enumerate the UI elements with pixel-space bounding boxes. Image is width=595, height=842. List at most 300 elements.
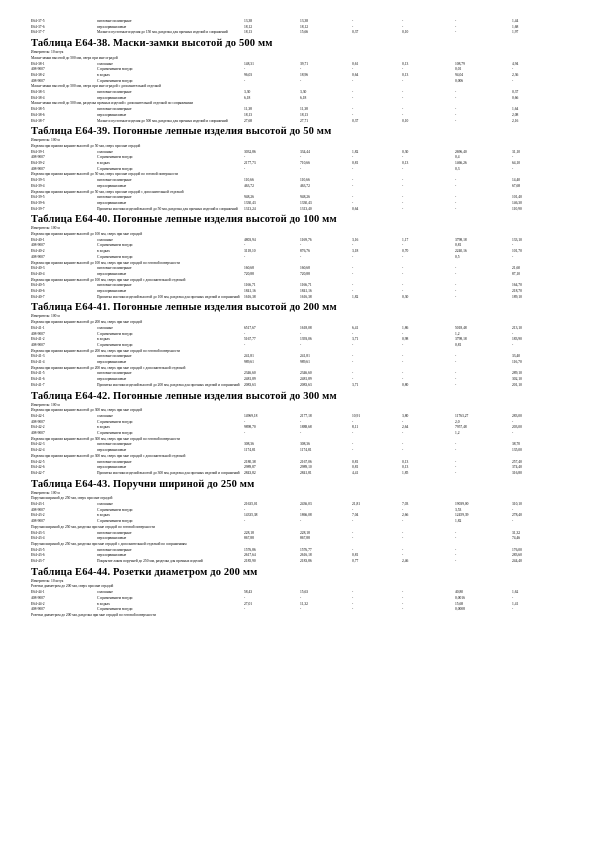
row-value-4: 0,70 [402, 249, 409, 254]
row-value-1: 867,88 [244, 536, 254, 541]
row-value-3: - [352, 519, 354, 524]
row-value-2: 2436,03 [300, 502, 312, 506]
row-value-1: 2083,63 [244, 382, 256, 387]
row-value-3: 0,61 [352, 61, 359, 66]
row-value-6: 110,90 [512, 206, 522, 211]
row-value-2: 1841,16 [300, 289, 312, 293]
row-value-1: - [244, 507, 246, 512]
row-value-1: 1841,16 [244, 289, 256, 293]
row-value-4: - [402, 419, 404, 424]
row-value-6: 0,66 [512, 95, 519, 100]
row-value-5: 2696,40 [455, 149, 467, 154]
row-value-6: 4,94 [512, 61, 519, 66]
row-value-5: - [455, 360, 457, 364]
row-value-5: - [455, 465, 457, 470]
row-value-2: 1393,06 [300, 337, 312, 342]
row-value-4: 0,80 [402, 382, 409, 387]
row-value-3: - [352, 271, 354, 276]
row-value-2: 3,30 [300, 90, 307, 94]
row-value-5: - [455, 195, 457, 200]
table-subheading: Изделия при прямом карнизе высотой до 300 мм, сверх при мне оградой [31, 408, 143, 413]
row-code: Е64-37-6 [31, 24, 45, 29]
row-value-6: - [512, 342, 514, 347]
row-name: Пропитка мастики изделий высотой до 50 мм, разделка для прочных изделий и сопряжений [97, 206, 238, 211]
row-value-5: - [455, 24, 457, 29]
table-title: Таблица Е64-41. Погонные лепные изделия высотой до 200 мм [31, 302, 337, 314]
row-value-1: 2843,82 [244, 470, 256, 475]
row-value-5: - [455, 90, 457, 94]
row-value-2: 463,72 [300, 183, 310, 188]
row-value-4: 0,13 [402, 465, 409, 470]
row-value-1: 21635,01 [244, 502, 258, 506]
row-value-6: 244,40 [512, 559, 522, 563]
row-code: Е64-41-2 [31, 337, 45, 342]
row-value-3: - [352, 90, 354, 94]
row-code: Е64-42-4 [31, 448, 45, 453]
table-subheading: Изделия при прямом карнизе высотой до 50 мм, сверх при мне оградой [31, 143, 141, 148]
row-value-1: 2481,89 [244, 377, 256, 382]
row-value-2: 1166,71 [300, 283, 312, 288]
row-value-1: - [244, 243, 246, 248]
row-name: пихтовые полимерные [97, 283, 132, 288]
row-value-3: - [352, 371, 354, 376]
row-value-5: - [455, 382, 457, 387]
row-value-5: - [455, 200, 457, 205]
row-value-3: 10,91 [352, 413, 361, 418]
row-value-2: 2183,86 [300, 559, 312, 563]
row-value-6: 64,10 [512, 161, 521, 165]
row-value-4: - [402, 331, 404, 336]
row-value-6: 183,90 [512, 337, 522, 342]
row-value-5: 7957,48 [455, 425, 467, 430]
row-value-5: - [455, 118, 457, 123]
row-name: перхлорвиниловые [97, 95, 127, 100]
row-value-6: - [512, 166, 514, 171]
row-value-1: 5167,77 [244, 337, 256, 342]
row-value-4: - [402, 178, 404, 183]
row-value-6: 1,68 [512, 24, 519, 29]
table-subheading: Изделия при прямом карнизе высотой до 200 мм, сверх при мне оградой с дополнительной отделкой [31, 365, 186, 370]
row-value-4: - [402, 519, 404, 524]
row-value-3: 0,64 [352, 72, 359, 77]
row-value-3: 1,82 [352, 149, 359, 154]
row-value-3: - [352, 536, 354, 541]
row-code: Е64-39-7 [31, 206, 45, 211]
row-name: С применением вспуди [97, 342, 133, 347]
row-code: Е64-41-5 [31, 371, 45, 376]
row-value-1: 1174,81 [244, 448, 256, 453]
row-value-2: 2177,18 [300, 413, 312, 418]
row-code: Е64-43-1 [31, 502, 45, 506]
row-value-2: - [300, 166, 302, 171]
table-subheading: Изделия при прямом карнизе высотой до 100 мм, сверх при мне оградой с дополнительной отделкой [31, 277, 186, 282]
row-value-1: 18,13 [244, 112, 253, 117]
row-value-5: - [455, 271, 457, 276]
row-code: Е64-41-1 [31, 325, 45, 330]
row-code: Е64-40-5 [31, 283, 45, 288]
row-value-1: 110,66 [244, 178, 254, 183]
row-value-4: 0,30 [402, 149, 409, 154]
row-value-4: - [402, 19, 404, 23]
row-value-3: 3,71 [352, 337, 359, 342]
row-value-2: 720,88 [300, 271, 310, 276]
row-value-1: 2180,38 [244, 459, 256, 464]
row-name: в ходках [97, 72, 110, 77]
row-value-2: 2481,89 [300, 377, 312, 382]
row-value-2: 1888,68 [300, 425, 312, 430]
row-value-1: 948,26 [244, 195, 254, 200]
row-value-1: 11,38 [244, 107, 252, 112]
table-title: Таблица Е64-40. Погонные лепные изделия высотой до 100 мм [31, 214, 337, 226]
row-value-5: 3798,18 [455, 237, 467, 242]
row-value-6: 21,60 [512, 266, 521, 271]
row-value-1: 720,88 [244, 271, 254, 276]
row-code: Е64-42-1 [31, 413, 45, 418]
row-name: С применением вспуди [97, 254, 133, 259]
row-code: 408-9007 [31, 595, 45, 600]
row-value-2: - [300, 155, 302, 160]
row-name: в ходках [97, 337, 110, 342]
row-value-3: 1,82 [352, 294, 359, 299]
row-value-6: 257,40 [512, 459, 522, 464]
row-value-2: 110,66 [300, 178, 310, 183]
row-value-1: 1616,38 [244, 294, 256, 299]
row-name: перхлорвиниловые [97, 24, 127, 29]
row-value-4: - [402, 155, 404, 160]
table-unit: Измеритель: 100 м [31, 314, 60, 319]
row-value-5: - [455, 19, 457, 23]
row-value-1: - [244, 431, 246, 435]
row-code: Е64-42-2 [31, 425, 45, 430]
row-name: пихтовые полимерные [97, 178, 132, 183]
row-value-3: - [352, 601, 354, 606]
row-code: Е64-41-7 [31, 382, 45, 387]
row-code: 408-9007 [31, 519, 45, 524]
row-value-4: 7,03 [402, 502, 409, 506]
row-value-2: - [300, 342, 302, 347]
row-code: 408-9007 [31, 607, 45, 612]
row-value-5: 1466,26 [455, 161, 467, 165]
row-value-5: 1,2 [455, 331, 460, 336]
row-value-1: - [244, 607, 246, 612]
row-name: Пропитка мастики изделий высотой до 300 мм, разделка для прочных изделий и сопряжений [97, 470, 240, 475]
row-value-6: 38,70 [512, 442, 521, 447]
row-value-6: 302,10 [512, 377, 522, 382]
row-value-1: 14335,38 [244, 513, 258, 518]
table-subheading: Поручни шириной до 250 мм, сверх при мне оградой [31, 496, 113, 501]
row-code: Е64-40-3 [31, 266, 45, 271]
row-value-4: - [402, 360, 404, 364]
row-code: Е64-38-5 [31, 107, 45, 112]
row-value-3: - [352, 530, 354, 535]
row-value-2: - [300, 607, 302, 612]
row-value-6: 2,16 [512, 118, 519, 123]
row-value-2: - [300, 78, 302, 83]
row-value-2: 1169,76 [300, 237, 312, 242]
row-value-1: 18,13 [244, 30, 253, 35]
row-value-4: - [402, 206, 404, 211]
row-value-6: 176,00 [512, 547, 522, 552]
table-subheading: Маски-замки высотой до 500 мм, сверх при мне оградой [31, 55, 118, 60]
row-value-1: 1576,86 [244, 547, 256, 552]
row-code: Е64-40-4 [31, 271, 45, 276]
row-value-1: - [244, 419, 246, 424]
row-code: Е64-43-7 [31, 559, 45, 563]
row-code: Е64-38-7 [31, 118, 45, 123]
row-value-5: 108,79 [455, 61, 465, 66]
row-value-5: - [455, 536, 457, 541]
row-value-2: 308,36 [300, 442, 310, 447]
row-value-3: - [352, 547, 354, 552]
row-value-1: 9898,70 [244, 425, 256, 430]
row-value-4: - [402, 590, 404, 595]
row-name: пихтовые полимерные [97, 195, 132, 200]
row-value-2: 160,68 [300, 266, 310, 271]
row-value-5: 0,0008 [455, 607, 465, 612]
row-value-5: - [455, 178, 457, 183]
row-value-3: - [352, 254, 354, 259]
row-name: С применением вспуди [97, 607, 133, 612]
row-value-2: - [300, 519, 302, 524]
table-subheading: Изделия при прямом карнизе высотой до 50 мм, сверх при мне оградой с дополнительной отделкой [31, 189, 184, 194]
table-title: Таблица Е64-43. Поручни шириной до 250 мм [31, 478, 255, 490]
row-code: 408-9007 [31, 67, 45, 72]
row-name: перхлорвиниловые [97, 183, 127, 188]
row-value-6: - [512, 595, 514, 600]
row-value-4: 0,98 [402, 337, 409, 342]
row-value-2: 867,88 [300, 536, 310, 541]
row-value-5: - [455, 95, 457, 100]
row-value-4: - [402, 601, 404, 606]
row-code: 408-9007 [31, 507, 45, 512]
table-subheading: Изделия при прямом карнизе высотой до 50 мм, сверх при мне оградой по готовой поверхности [31, 172, 179, 177]
row-value-6: 218,70 [512, 289, 522, 293]
row-value-4: - [402, 283, 404, 288]
row-value-5: - [455, 30, 457, 35]
row-value-3: - [352, 360, 354, 364]
row-value-2: 1313,40 [300, 206, 312, 211]
row-value-4: - [402, 195, 404, 200]
row-name: в ходках [97, 601, 110, 606]
row-name: пихтовые полимерные [97, 530, 132, 535]
row-value-5: 11763,27 [455, 413, 469, 418]
table-subheading: Изделия при прямом карнизе высотой до 200 мм, сверх при мне оградой [31, 320, 143, 325]
row-value-3: - [352, 200, 354, 205]
row-value-4: - [402, 431, 404, 435]
row-value-2: - [300, 595, 302, 600]
row-value-3: 0,37 [352, 30, 359, 35]
row-value-2: - [300, 67, 302, 72]
row-value-1: - [244, 254, 246, 259]
table-subheading: Изделия при прямом карнизе высотой до 300 мм, сверх при мне оградой по готовой поверхности [31, 436, 180, 441]
row-value-1: 2185,90 [244, 559, 256, 563]
row-value-5: 40,80 [455, 590, 464, 595]
row-value-1: 228,18 [244, 530, 254, 535]
row-value-1: - [244, 331, 246, 336]
row-value-6: 1,44 [512, 19, 519, 23]
row-value-2: 6,18 [300, 95, 307, 100]
row-value-2: 2616,18 [300, 553, 312, 558]
row-value-3: - [352, 67, 354, 72]
table-unit: Измеритель: 10 штук [31, 50, 64, 55]
row-value-1: 2177,73 [244, 161, 256, 165]
row-value-4: 1,86 [402, 325, 409, 330]
row-value-1: 3118,10 [244, 249, 256, 254]
row-value-4: - [402, 67, 404, 72]
row-value-5: - [455, 371, 457, 376]
row-value-4: - [402, 547, 404, 552]
row-value-4: 0,13 [402, 72, 409, 77]
row-value-3: 0,81 [352, 465, 359, 470]
row-value-3: 0,64 [352, 206, 359, 211]
row-value-6: 316,80 [512, 470, 522, 475]
row-value-2: 13,38 [300, 19, 309, 23]
row-value-3: - [352, 289, 354, 293]
row-name: С применением вспуди [97, 243, 133, 248]
row-value-5: - [455, 547, 457, 552]
row-value-5: 0,3 [455, 166, 460, 171]
row-code: Е64-38-6 [31, 112, 45, 117]
row-value-4: 0,13 [402, 61, 409, 66]
row-name: пихтовые полимерные [97, 459, 132, 464]
row-value-1: - [244, 67, 246, 72]
table-subheading: Изделия при прямом карнизе высотой до 100 мм, сверх при мне оградой [31, 232, 143, 236]
row-value-1: 6,18 [244, 95, 251, 100]
row-value-2: 2989,10 [300, 465, 312, 470]
row-value-4: - [402, 24, 404, 29]
row-name: С применением вспуди [97, 155, 133, 160]
row-value-2: 710,66 [300, 161, 310, 165]
row-code: Е64-38-1 [31, 61, 45, 66]
row-value-4: - [402, 442, 404, 447]
table-subheading: Розетки диаметром до 200 мм, сверх при мне оградой [31, 584, 114, 589]
row-value-3: 21,81 [352, 502, 361, 506]
row-name: в ходках [97, 425, 110, 430]
row-value-4: - [402, 78, 404, 83]
row-value-4: - [402, 243, 404, 248]
row-value-6: 67,68 [512, 183, 521, 188]
row-value-3: 0,77 [352, 559, 359, 563]
row-value-4: - [402, 166, 404, 171]
row-value-4: - [402, 254, 404, 259]
row-value-5: 1,2 [455, 431, 460, 435]
row-name: сплошные [97, 325, 113, 330]
row-value-6: - [512, 507, 514, 512]
row-value-2: 15,63 [300, 590, 309, 595]
row-value-4: - [402, 530, 404, 535]
row-value-2: 15,66 [300, 30, 309, 35]
row-code: Е64-38-2 [31, 72, 45, 77]
table-unit: Измеритель: 100 м [31, 138, 60, 143]
row-value-6: 14,40 [512, 178, 521, 183]
row-value-3: - [352, 155, 354, 160]
row-code: 408-9007 [31, 78, 45, 83]
row-value-6: - [512, 607, 514, 612]
row-value-6: 1,62 [512, 590, 519, 595]
table-subheading: Розетки диаметром до 200 мм, разделка при мне оградой по готовой поверхности [31, 612, 156, 617]
row-value-5: 3798,18 [455, 337, 467, 342]
row-code: Е64-42-5 [31, 459, 45, 464]
row-value-2: - [300, 243, 302, 248]
row-value-5: 0,006 [455, 78, 464, 83]
row-value-3: - [352, 78, 354, 83]
row-value-4: 1,17 [402, 237, 409, 242]
row-value-2: - [300, 507, 302, 512]
row-value-2: 18,12 [300, 24, 309, 29]
row-value-1: 1313,24 [244, 206, 256, 211]
row-value-3: - [352, 95, 354, 100]
row-value-3: 6,41 [352, 325, 359, 330]
row-value-3: - [352, 283, 354, 288]
row-code: 408-9007 [31, 342, 45, 347]
row-value-1: 3032,86 [244, 149, 256, 154]
row-value-1: 4803,94 [244, 237, 256, 242]
row-value-2: 18,96 [300, 72, 309, 77]
row-value-6: 74,46 [512, 536, 521, 541]
row-value-4: - [402, 595, 404, 600]
row-value-6: - [512, 519, 514, 524]
row-value-5: - [455, 448, 457, 453]
row-value-1: 27,01 [244, 601, 253, 606]
row-value-5: - [455, 553, 457, 558]
row-value-2: 1576,77 [300, 547, 312, 552]
row-value-2: 2841,81 [300, 470, 312, 475]
row-name: пихтовые полимерные [97, 266, 132, 271]
row-value-1: 96,03 [244, 72, 253, 77]
row-value-3: - [352, 377, 354, 382]
row-value-6: 203,00 [512, 425, 522, 430]
row-name: Пропитка мастики изделий высотой до 100 мм, разделка для прочных изделий и сопряжений [97, 294, 240, 299]
row-value-4: - [402, 200, 404, 205]
row-value-6: - [512, 243, 514, 248]
row-value-4: 0,13 [402, 459, 409, 464]
row-name: перхлорвиниловые [97, 112, 127, 117]
row-value-2: 228,18 [300, 530, 310, 535]
row-code: 408-9007 [31, 419, 45, 424]
row-value-5: 5018,48 [455, 325, 467, 330]
row-value-6: 213,10 [512, 325, 522, 330]
table-title: Таблица Е64-39. Погонные лепные изделия высотой до 50 мм [31, 126, 332, 138]
row-value-2: 2346,60 [300, 371, 312, 376]
row-value-5: - [455, 294, 457, 299]
row-value-2: 334,44 [300, 149, 310, 154]
row-value-2: 876,76 [300, 249, 310, 254]
row-value-3: 0,81 [352, 553, 359, 558]
row-code: 408-9007 [31, 166, 45, 171]
row-name: сплошные [97, 590, 113, 595]
row-value-3: - [352, 431, 354, 435]
row-value-3: - [352, 112, 354, 117]
row-name: в ходках [97, 513, 110, 518]
row-value-6: 289,10 [512, 371, 522, 376]
row-value-5: 2240,16 [455, 249, 467, 254]
row-code: Е64-37-5 [31, 19, 45, 23]
row-value-1: 1166,71 [244, 283, 256, 288]
row-value-1: 13,38 [244, 19, 253, 23]
row-name: сплошные [97, 149, 113, 154]
row-code: Е64-43-4 [31, 536, 45, 541]
table-title: Таблица Е64-38. Маски-замки высотой до 500 мм [31, 38, 273, 50]
row-code: Е64-43-5 [31, 547, 45, 552]
row-name: С применением вспуди [97, 419, 133, 424]
row-code: Е64-40-6 [31, 289, 45, 293]
row-value-2: 2083,63 [300, 382, 312, 387]
row-value-6: 101,70 [512, 249, 522, 254]
row-value-5: - [455, 459, 457, 464]
row-code: Е64-39-5 [31, 195, 45, 200]
row-value-6: - [512, 419, 514, 424]
row-value-2: - [300, 254, 302, 259]
